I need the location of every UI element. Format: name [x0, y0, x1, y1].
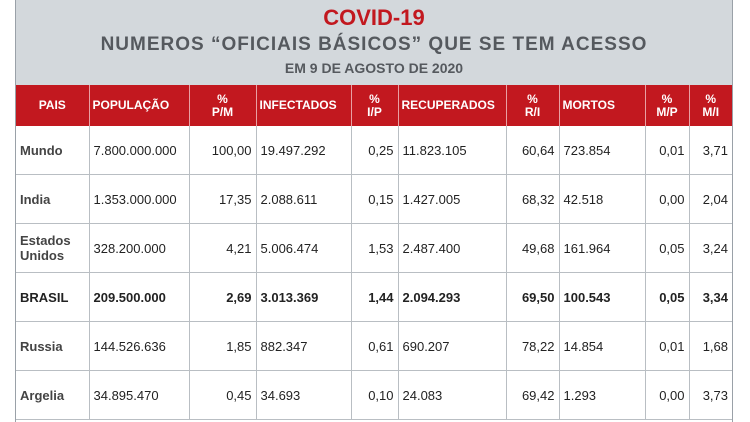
cell-pct-ip: 1,53 [351, 224, 398, 273]
table-row [16, 126, 732, 175]
cell-pct-pm: 2,69 [189, 273, 256, 322]
cell-pct-ri: 68,32 [506, 175, 559, 224]
cell-population: 144.526.636 [89, 322, 189, 371]
cell-deaths: 161.964 [559, 224, 645, 273]
cell-infected: 5.006.474 [256, 224, 351, 273]
cell-pct-ip: 0,15 [351, 175, 398, 224]
cell-pct-pm: 4,21 [189, 224, 256, 273]
cell-country: Estados Unidos [16, 224, 89, 273]
cell-country: Russia [16, 322, 89, 371]
cell-pct-ri: 69,42 [506, 371, 559, 420]
table-header-row [16, 85, 732, 126]
cell-pct-ip: 1,44 [351, 273, 398, 322]
cell-pct-ri: 78,22 [506, 322, 559, 371]
cell-deaths: 723.854 [559, 126, 645, 175]
cell-pct-mp: 0,01 [645, 322, 689, 371]
cell-deaths: 14.854 [559, 322, 645, 371]
cell-pct-mp: 0,05 [645, 273, 689, 322]
cell-pct-mi: 3,34 [689, 273, 732, 322]
table-row [16, 322, 732, 371]
cell-recovered: 1.427.005 [398, 175, 506, 224]
cell-pct-mi: 3,71 [689, 126, 732, 175]
cell-population: 1.353.000.000 [89, 175, 189, 224]
cell-pct-mp: 0,05 [645, 224, 689, 273]
cell-population: 7.800.000.000 [89, 126, 189, 175]
table-row [16, 371, 732, 420]
cell-pct-ip: 0,61 [351, 322, 398, 371]
cell-recovered: 11.823.105 [398, 126, 506, 175]
col-header-recuperados: RECUPERADOS [398, 85, 506, 126]
col-header-pct-mp: % M/P [645, 85, 689, 126]
report-date: EM 9 DE AGOSTO DE 2020 [284, 60, 464, 76]
cell-recovered: 2.094.293 [398, 273, 506, 322]
cell-population: 209.500.000 [89, 273, 189, 322]
table-row [16, 175, 732, 224]
col-header-mortos: MORTOS [559, 85, 645, 126]
cell-pct-pm: 0,45 [189, 371, 256, 420]
cell-deaths: 1.293 [559, 371, 645, 420]
cell-infected: 19.497.292 [256, 126, 351, 175]
cell-pct-mi: 1,68 [689, 322, 732, 371]
page-title: COVID-19 [323, 5, 425, 30]
covid-table-panel [15, 0, 733, 422]
cell-pct-mi: 3,24 [689, 224, 732, 273]
cell-pct-ip: 0,10 [351, 371, 398, 420]
cell-country: BRASIL [16, 273, 89, 322]
cell-pct-mp: 0,00 [645, 175, 689, 224]
cell-pct-ri: 49,68 [506, 224, 559, 273]
cell-pct-ip: 0,25 [351, 126, 398, 175]
cell-infected: 2.088.611 [256, 175, 351, 224]
col-header-pais: PAIS [16, 85, 89, 126]
cell-population: 34.895.470 [89, 371, 189, 420]
col-header-pct-ri: % R/I [506, 85, 559, 126]
cell-country: India [16, 175, 89, 224]
cell-pct-mp: 0,01 [645, 126, 689, 175]
covid-data-table [16, 85, 732, 420]
cell-country: Argelia [16, 371, 89, 420]
cell-pct-mi: 3,73 [689, 371, 732, 420]
col-header-populacao: POPULAÇÃO [89, 85, 189, 126]
cell-deaths: 42.518 [559, 175, 645, 224]
cell-population: 328.200.000 [89, 224, 189, 273]
col-header-infectados: INFECTADOS [256, 85, 351, 126]
table-row [16, 224, 732, 273]
col-header-pct-ip: % I/P [351, 85, 398, 126]
cell-country: Mundo [16, 126, 89, 175]
cell-infected: 3.013.369 [256, 273, 351, 322]
table-row-highlight [16, 273, 732, 322]
cell-infected: 882.347 [256, 322, 351, 371]
cell-recovered: 24.083 [398, 371, 506, 420]
page-subtitle: NUMEROS “OFICIAIS BÁSICOS” QUE SE TEM ACESSO [100, 34, 648, 55]
cell-pct-pm: 17,35 [189, 175, 256, 224]
cell-pct-mi: 2,04 [689, 175, 732, 224]
col-header-pct-pm: % P/M [189, 85, 256, 126]
cell-recovered: 2.487.400 [398, 224, 506, 273]
cell-pct-pm: 100,00 [189, 126, 256, 175]
cell-deaths: 100.543 [559, 273, 645, 322]
cell-pct-ri: 69,50 [506, 273, 559, 322]
cell-recovered: 690.207 [398, 322, 506, 371]
table-header-banner [16, 0, 732, 85]
col-header-pct-mi: % M/I [689, 85, 732, 126]
cell-pct-pm: 1,85 [189, 322, 256, 371]
cell-infected: 34.693 [256, 371, 351, 420]
cell-pct-ri: 60,64 [506, 126, 559, 175]
cell-pct-mp: 0,00 [645, 371, 689, 420]
